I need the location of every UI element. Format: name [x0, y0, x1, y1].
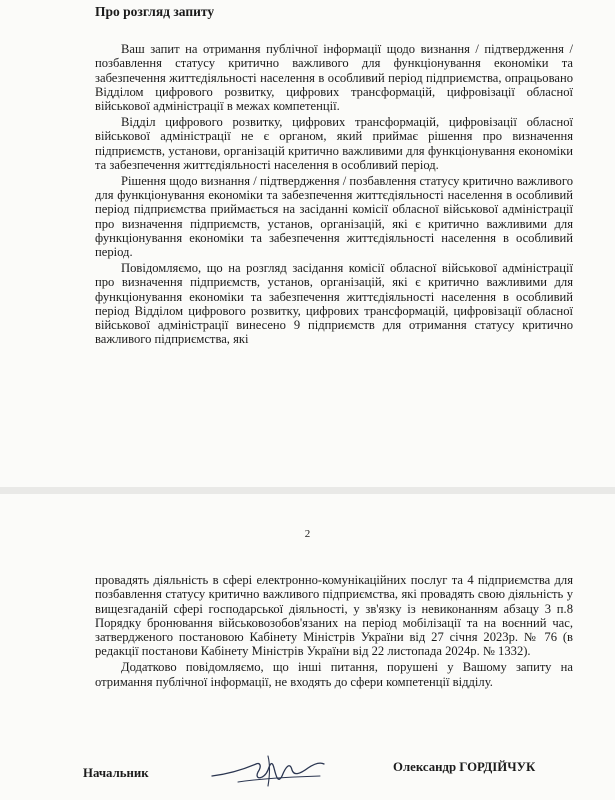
letter-body-page-1: [95, 42, 573, 348]
letter-body-page-2: [95, 573, 573, 690]
signatory-title: Начальник: [83, 766, 149, 780]
paragraph-3: Рішення щодо визнання / підтвердження / позбавлення статусу критично важливого для функціонування економіки та забезпечення життєдіяльності населення в особливий період підприємства приймається на засіданні комісії обласної військової адміністрації про визначення підприємств, установ, організацій, які є критично важливими для функціонування економіки та забезпечення життєдіяльності населення в особливий період.: [95, 173, 573, 260]
paragraph-1: Ваш запит на отримання публічної інформації щодо визнання / підтвердження / позбавлення статусу критично важливого для функціонування економіки та забезпечення життєдіяльності населення в особливий період підприємства, опрацьовано Відділом цифрового розвитку, цифрових трансформацій, цифровізації обласної військової адміністрації в межах компетенції.: [95, 42, 573, 114]
letter-subject: Про розгляд запиту: [95, 4, 215, 19]
document-page-2: [0, 494, 615, 800]
signatory-name: Олександр ГОРДІЙЧУК: [393, 760, 536, 774]
page-number: 2: [304, 528, 311, 540]
paragraph-4: Повідомляємо, що на розгляд засідання комісії обласної військової адміністрації про визначення підприємств, установ, організацій, які є критично важливими для функціонування економіки та забезпечення життєдіяльності населення в особливий період Відділом цифрового розвитку, цифрових трансформацій, цифровізації обласної військової адміністрації винесено 9 підприємств для отримання статусу критично важливого підприємства, які: [95, 260, 573, 347]
paragraph-4-continued: провадять діяльність в сфері електронно-комунікаційних послуг та 4 підприємства для позбавлення статусу критично важливого підприємства, які провадять свою діяльність у вищезгаданій сфері господарської діяльності, у зв'язку із невиконанням абзацу 3 п.8 Порядку бронювання військовозобов'язаних на період мобілізації та на воєнний час, затвердженого постановою Кабінету Міністрів України від 27 січня 2023р. № 76 (в редакції постанови Кабінету Міністрів України від 22 листопада 2024р. № 1332).: [95, 573, 573, 659]
handwritten-signature: [208, 746, 328, 792]
paragraph-5: Додатково повідомляємо, що інші питання, порушені у Вашому запиту на отримання публічної інформації, не входять до сфери компетенції відділу.: [95, 660, 573, 689]
paragraph-2: Відділ цифрового розвитку, цифрових трансформацій, цифровізації обласної військової адміністрації не є органом, який приймає рішення про визначення підприємств, установи, організацій критично важливими для функціонування економіки та забезпечення життєдіяльності населення в особливий період.: [95, 114, 573, 172]
